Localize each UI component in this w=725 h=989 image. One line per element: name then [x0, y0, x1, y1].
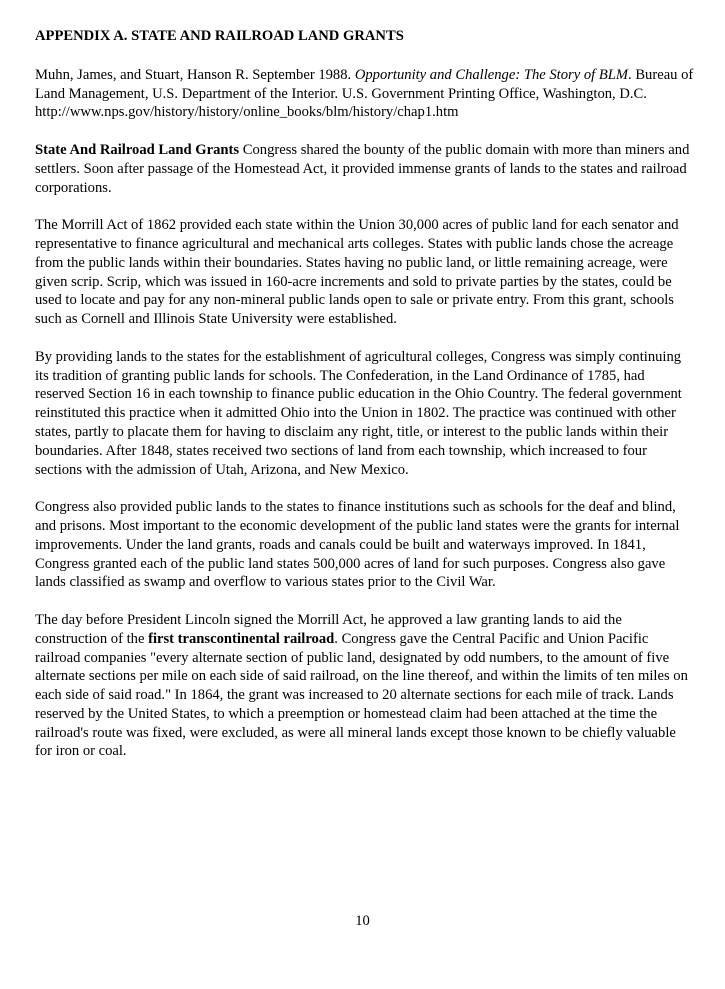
paragraph-lead: State And Railroad Land Grants — [35, 141, 240, 158]
citation — [35, 66, 695, 122]
paragraph-text: Congress shared the bounty of the public domain with more than miners and settlers. Soon after passage of the Homestead Act, it provided immense grants of lands to the states and railroad corporations. — [35, 141, 690, 196]
citation-publisher: . Bureau of Land Management, U.S. Department of the Interior. U.S. Government Printing Office, Washington, D.C. — [35, 66, 694, 102]
paragraph-text-before: The day before President Lincoln signed the Morrill Act, he approved a law granting lands to aid the construction of the — [35, 611, 622, 647]
citation-authors: Muhn, James, and Stuart, Hanson R. September 1988. — [35, 66, 355, 83]
page-number: 10 — [355, 913, 370, 929]
paragraph-state-railroad-grants — [35, 141, 695, 197]
paragraph-institutions: Congress also provided public lands to the states to finance institutions such as schools for the deaf and blind, and prisons. Most important to the economic development of the public land states were the grants for internal improvements. Under the land grants, roads and canals could be built and waterways improved. In 1841, Congress granted each of the public land states 500,000 acres of land for such purposes. Congress also gave lands classified as swamp and overflow to various states prior to the Civil War. — [35, 499, 680, 591]
paragraph-morrill-act: The Morrill Act of 1862 provided each state within the Union 30,000 acres of public land for each senator and representative to finance agricultural and mechanical arts colleges. States with public lands chose the acreage from the public lands within their boundaries. States having no public land, or little remaining acreage, were given scrip. Scrip, which was issued in 160-acre increments and sold to private parties by the states, could be used to locate and pay for any non-mineral public lands open to sale or private entry. From this grant, schools such as Cornell and Illinois State University were established. — [35, 217, 679, 328]
paragraph-agricultural-colleges: By providing lands to the states for the establishment of agricultural colleges, Congress was simply continuing its tradition of granting public lands for schools. The Confederation, in the Land Ordinance of 1785, had reserved Section 16 in each township to finance public education in the Ohio Country. The federal government reinstituted this practice when it admitted Ohio into the Union in 1802. The practice was continued with other states, partly to placate them for having to disclaim any right, title, or interest to the public lands within their boundaries. After 1848, states received two sections of land from each township, which increased to four sections with the admission of Utah, Arizona, and New Mexico. — [35, 348, 682, 478]
citation-url[interactable]: http://www.nps.gov/history/history/online_books/blm/history/chap1.htm — [35, 104, 459, 121]
paragraph-bold-term: first transcontinental railroad — [148, 630, 335, 647]
paragraph-text-after: . Congress gave the Central Pacific and Union Pacific railroad companies "every alternate section of public land, designated by odd numbers, to the amount of five alternate sections per mile on each side of said railroad, on the line thereof, and within the limits of ten miles on each side of said road." In 1864, the grant was increased to 20 alternate sections for each mile of track. Lands reserved by the United States, to which a preemption or homestead claim had been attached at the time the railroad's route was fixed, were excluded, as were all mineral lands except those known to be chiefly valuable for iron or coal. — [35, 630, 688, 760]
appendix-heading: APPENDIX A. STATE AND RAILROAD LAND GRANTS — [35, 28, 404, 44]
paragraph-transcontinental-railroad — [35, 611, 695, 761]
citation-title: Opportunity and Challenge: The Story of BLM — [354, 66, 629, 83]
